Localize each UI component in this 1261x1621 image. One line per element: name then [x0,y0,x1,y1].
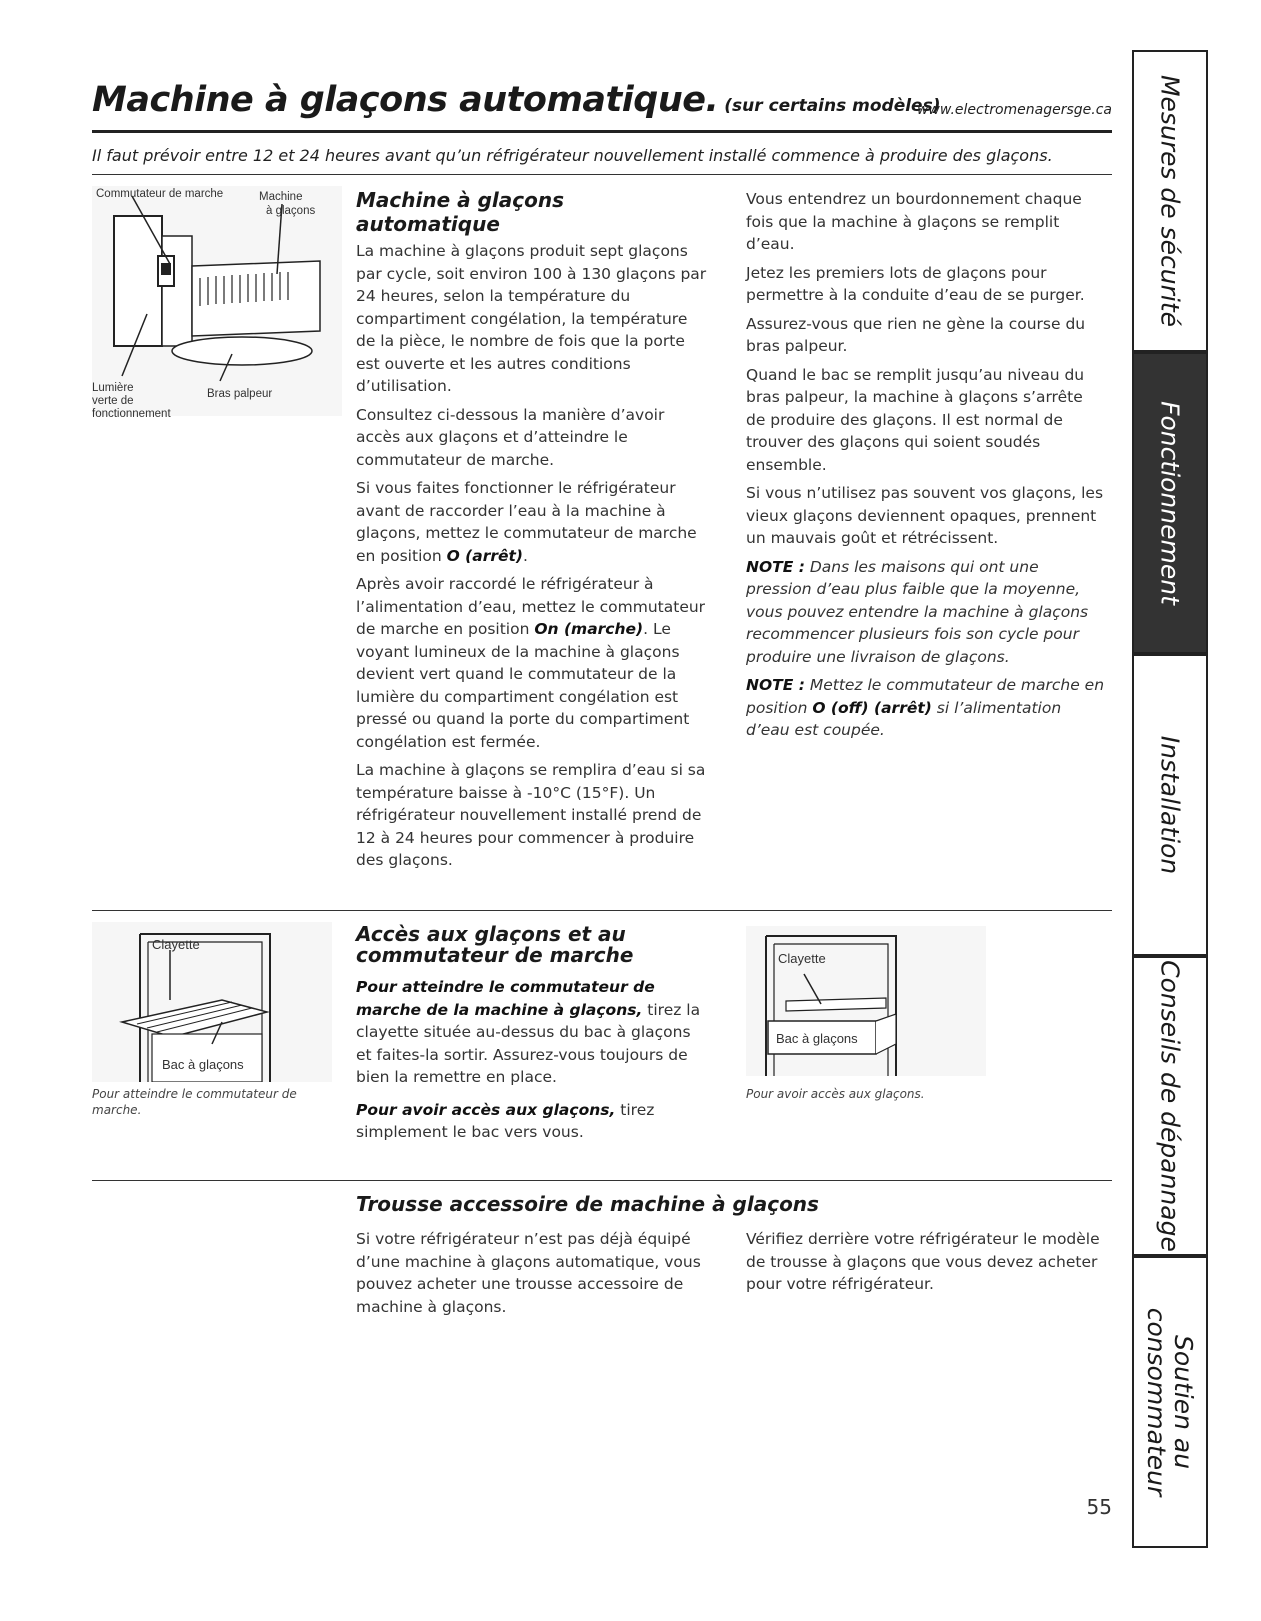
paragraph: Si vous n’utilisez pas souvent vos glaçons, les vieux glaçons deviennent opaques, prennent un mauvais goût et rétrécissent. [746,484,1104,547]
paragraph: Pour atteindre le commutateur de marche de la machine à glaçons, tirez la clayette située au-dessus du bac à glaçons et faites-la sortir. Assurez-vous toujours de bien la remettre en place. [356,978,701,1086]
figure-caption: Pour atteindre le commutateur de marche. [92,1087,297,1117]
paragraph: La machine à glaçons produit sept glaçons par cycle, soit environ 100 à 130 glaçons par 24 heures, selon la température du compartiment congélation, la température de la pièce, le nombre de fois que la porte est ouverte et les autres conditions d’utilisation. [356,242,707,395]
tab-safety[interactable]: Mesures de sécurité [1132,50,1208,352]
ice-maker-figure [92,186,342,426]
section-accessory-heading: Trousse accessoire de machine à glaçons [356,1192,819,1216]
label-feeler-arm: Bras palpeur [207,388,273,400]
tab-consumer-support[interactable]: Soutien au consommateur [1132,1256,1208,1548]
paragraph: Quand le bac se remplit jusqu’au niveau du bras palpeur, la machine à glaçons s’arrête de produire des glaçons. Il est normal de trouver des glaçons qui soient soudés ensemble. [746,365,1085,474]
chapter-tabs [1132,50,1208,1550]
section-accessory-left [356,1228,708,1324]
section-ice-maker-heading: Machine à glaçons automatique [356,188,564,236]
page-title: Machine à glaçons automatique. (sur certains modèles) [92,80,941,120]
label-shelf: Clayette [778,951,826,966]
paragraph: Consultez ci-dessous la manière d’avoir accès aux glaçons et d’atteindre le commutateur de marche. [356,405,665,469]
shelf-figure [92,922,342,1082]
note-paragraph: NOTE : Dans les maisons qui ont une pression d’eau plus faible que la moyenne, vous pouvez entendre la machine à glaçons recommencer plusieurs fois son cycle pour produire une livraison de glaçons. [746,557,1089,666]
paragraph: Si vous faites fonctionner le réfrigérateur avant de raccorder l’eau à la machine à glaçons, mettez le commutateur de marche en position O (arrêt). [356,479,697,565]
label-ice-bin: Bac à glaçons [776,1031,858,1046]
label-ice-maker-2: à glaçons [266,205,316,217]
page-header [92,80,1112,132]
note-paragraph: NOTE : Mettez le commutateur de marche en position O (off) (arrêt) si l’alimentation d’eau est coupée. [746,676,1105,739]
tab-troubleshooting[interactable]: Conseils de dépannage [1132,956,1208,1256]
paragraph: Jetez les premiers lots de glaçons pour permettre à la conduite d’eau de se purger. [746,263,1085,304]
section-ice-maker [356,188,708,878]
figure-caption: Pour avoir accès aux glaçons. [746,1087,925,1101]
section-access-heading: Accès aux glaçons et au commutateur de marche [356,922,634,967]
tab-installation[interactable]: Installation [1132,654,1208,956]
header-rule [92,130,1112,133]
paragraph: Assurez-vous que rien ne gène la course du bras palpeur. [746,314,1086,355]
section-accessory-right [746,1228,1106,1302]
section-divider [92,1180,1112,1181]
title-note: (sur certains modèles) [724,96,941,116]
section-ice-maker-continued [746,188,1106,748]
ice-bin-illustration [746,926,986,1076]
paragraph: Après avoir raccordé le réfrigérateur à l’alimentation d’eau, mettez le commutateur de marche en position On (marche). Le voyant lumineux de la machine à glaçons devient vert quand le commutateur de la lumière du compartiment congélation est pressé ou quand la porte du compartiment congélation est fermée. [356,575,706,751]
intro-text: Il faut prévoir entre 12 et 24 heures avant qu’un réfrigérateur nouvellement installé commence à produire des glaçons. [92,146,1053,165]
website-url: www.electromenagersge.ca [916,102,1112,118]
intro-rule [92,174,1112,175]
label-green-light-1: Lumière [92,382,134,394]
page-number: 55 [1086,1495,1112,1519]
paragraph: Vous entendrez un bourdonnement chaque fois que la machine à glaçons se remplit d’eau. [746,190,1082,253]
label-shelf: Clayette [152,937,200,952]
label-power-switch: Commutateur de marche [96,188,224,200]
label-ice-bin: Bac à glaçons [162,1057,244,1072]
paragraph: La machine à glaçons se remplira d’eau si sa température baisse à -10°C (15°F). Un réfrigérateur nouvellement installé prend de 12 à 24 heures pour commencer à produire des glaçons. [356,761,706,869]
label-green-light-2: verte de [92,395,134,407]
paragraph: Si votre réfrigérateur n’est pas déjà équipé d’une machine à glaçons automatique, vous pouvez acheter une trousse accessoire de machine à glaçons. [356,1230,701,1316]
label-green-light-3: fonctionnement [92,408,171,420]
section-divider [92,910,1112,911]
ice-bin-figure [746,926,986,1086]
paragraph: Vérifiez derrière votre réfrigérateur le modèle de trousse à glaçons que vous devez acheter pour votre réfrigérateur. [746,1230,1100,1293]
section-access [356,924,708,1150]
paragraph: Pour avoir accès aux glaçons, tirez simplement le bac vers vous. [356,1100,655,1141]
label-ice-maker-1: Machine [259,191,303,203]
tab-operation[interactable]: Fonctionnement [1132,352,1208,654]
